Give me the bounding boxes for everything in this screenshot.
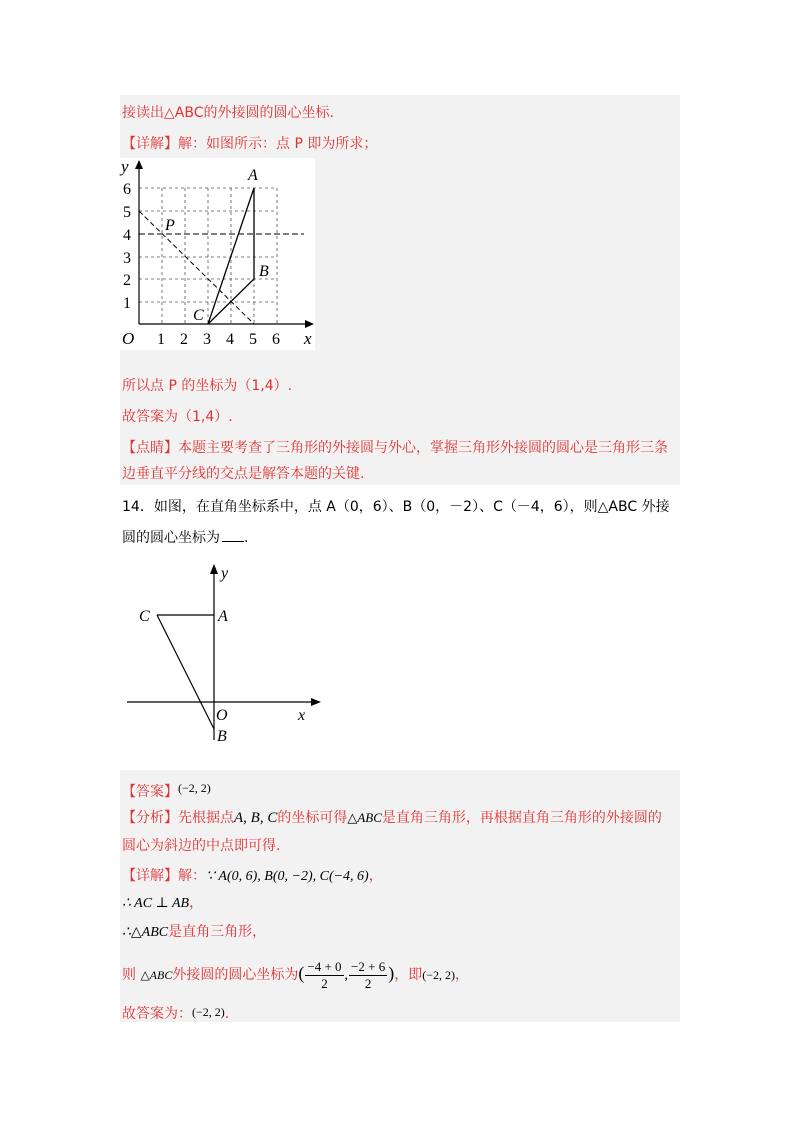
comment-line-2: 边垂直平分线的交点是解答本题的关键. xyxy=(122,466,365,482)
fraction-x-denominator: 2 xyxy=(321,975,328,991)
detail14-line xyxy=(122,866,383,887)
fig1-point-c: C xyxy=(193,307,204,324)
detail14-pre: 解： xyxy=(178,868,206,884)
fig1-y-tick: 2 xyxy=(123,272,131,289)
analysis-pre: 先根据点 xyxy=(178,810,234,826)
analysis-post: 是直角三角形，再根据直角三角形的外接圆的 xyxy=(381,810,662,826)
fraction-y xyxy=(349,959,387,992)
comment-label: 【点睛】 xyxy=(122,440,178,456)
detail-text: 解：如图所示：点 P 即为所求； xyxy=(178,136,378,152)
fig1-x-tick: 5 xyxy=(249,331,257,348)
step1-end: ， xyxy=(189,895,204,911)
detail14-math: ∵ A(0, 6), B(0, −2), C(−4, 6) xyxy=(206,869,369,884)
analysis-triangle: △ABC xyxy=(347,810,382,825)
analysis-line-2: 圆心为斜边的中点即可得. xyxy=(122,838,281,854)
fig1-y-tick: 4 xyxy=(123,227,131,244)
answer14-value: (−2, 2) xyxy=(178,781,211,795)
step2-line xyxy=(122,922,266,943)
fig2-origin: O xyxy=(216,707,228,724)
fig2-point-b: B xyxy=(217,728,227,745)
step3-line xyxy=(122,953,469,996)
final-line xyxy=(122,1002,229,1024)
final-end: . xyxy=(224,1006,230,1022)
fig1-x-label: x xyxy=(304,329,312,348)
fig2-point-a: A xyxy=(218,608,228,625)
fig1-x-tick: 2 xyxy=(180,331,188,348)
open-paren: ( xyxy=(298,963,305,983)
comment-line-1 xyxy=(122,438,668,458)
comment-text-1: 本题主要考查了三角形的外接圆与外心，掌握三角形外接圆的圆心是三角形三条 xyxy=(178,440,668,456)
fig1-y-tick: 1 xyxy=(123,295,131,312)
analysis-label: 【分析】 xyxy=(122,810,178,826)
step3-triangle: △ABC xyxy=(140,968,173,982)
fig1-y-label: y xyxy=(121,158,129,176)
fraction-x xyxy=(305,959,343,992)
step2-text: 是直角三角形， xyxy=(168,924,267,940)
final-value: (−2, 2) xyxy=(192,1005,225,1019)
question-14-line-1: 14．如图，在直角坐标系中，点 A（0，6）、B（0，－2）、C（－4，6），则△ABC 外接 xyxy=(122,499,670,515)
detail14-end: ， xyxy=(368,868,383,884)
fig1-origin: O xyxy=(122,329,135,348)
result-line: 所以点 P 的坐标为（1,4）. xyxy=(122,378,293,394)
fig1-y-tick: 5 xyxy=(123,204,131,221)
fig2-point-c: C xyxy=(139,608,150,625)
fig1-point-a: A xyxy=(248,167,258,184)
question-14-end: . xyxy=(244,530,249,546)
fig1-x-tick: 4 xyxy=(226,331,234,348)
step3-result: (−2, 2) xyxy=(422,968,455,982)
detail-label: 【详解】 xyxy=(122,136,178,152)
fraction-y-numerator: −2 + 6 xyxy=(351,958,386,974)
step1-math: ∴ AC ⊥ AB xyxy=(122,896,190,911)
step1-line xyxy=(122,893,203,914)
fig1-x-tick: 1 xyxy=(157,331,165,348)
step3-end: ， xyxy=(454,967,469,983)
fig1-x-tick: 6 xyxy=(272,331,280,348)
question-14-text-2: 圆的圆心坐标为 xyxy=(122,530,220,546)
analysis-line-1 xyxy=(122,808,662,828)
fig2-y-label: y xyxy=(221,565,229,582)
detail14-label: 【详解】 xyxy=(122,868,178,884)
answer14-line xyxy=(122,778,211,802)
step3-text: 外接圆的圆心坐标为 xyxy=(172,967,299,983)
step3-pre: 则 xyxy=(122,967,136,983)
fig1-point-p: P xyxy=(165,217,175,234)
close-paren: ) xyxy=(388,963,395,983)
step2-math: ∴△ABC xyxy=(122,925,169,940)
answer-line: 故答案为（1,4）. xyxy=(122,409,233,425)
fig2-x-label: x xyxy=(298,707,306,724)
intro-line: 接读出△ABC的外接圆的圆心坐标. xyxy=(122,105,334,121)
answer-blank xyxy=(222,541,244,542)
question-14-line-2 xyxy=(122,528,248,548)
analysis-points: A, B, C xyxy=(234,810,278,826)
fraction-x-numerator: −4 + 0 xyxy=(307,958,342,974)
figure-right-triangle xyxy=(125,560,325,750)
answer14-label: 【答案】 xyxy=(122,784,178,800)
figure-grid-triangle xyxy=(118,158,315,350)
comma: , xyxy=(344,968,349,983)
final-pre: 故答案为： xyxy=(122,1006,192,1022)
fig1-x-tick: 3 xyxy=(203,331,211,348)
detail-line xyxy=(122,134,377,154)
fraction-y-denominator: 2 xyxy=(364,975,372,991)
fig1-y-tick: 6 xyxy=(123,181,131,198)
fig1-point-b: B xyxy=(259,263,269,280)
step3-mid: ，即 xyxy=(394,967,423,983)
fig1-y-tick: 3 xyxy=(123,250,131,267)
analysis-mid: 的坐标可得 xyxy=(277,810,348,826)
